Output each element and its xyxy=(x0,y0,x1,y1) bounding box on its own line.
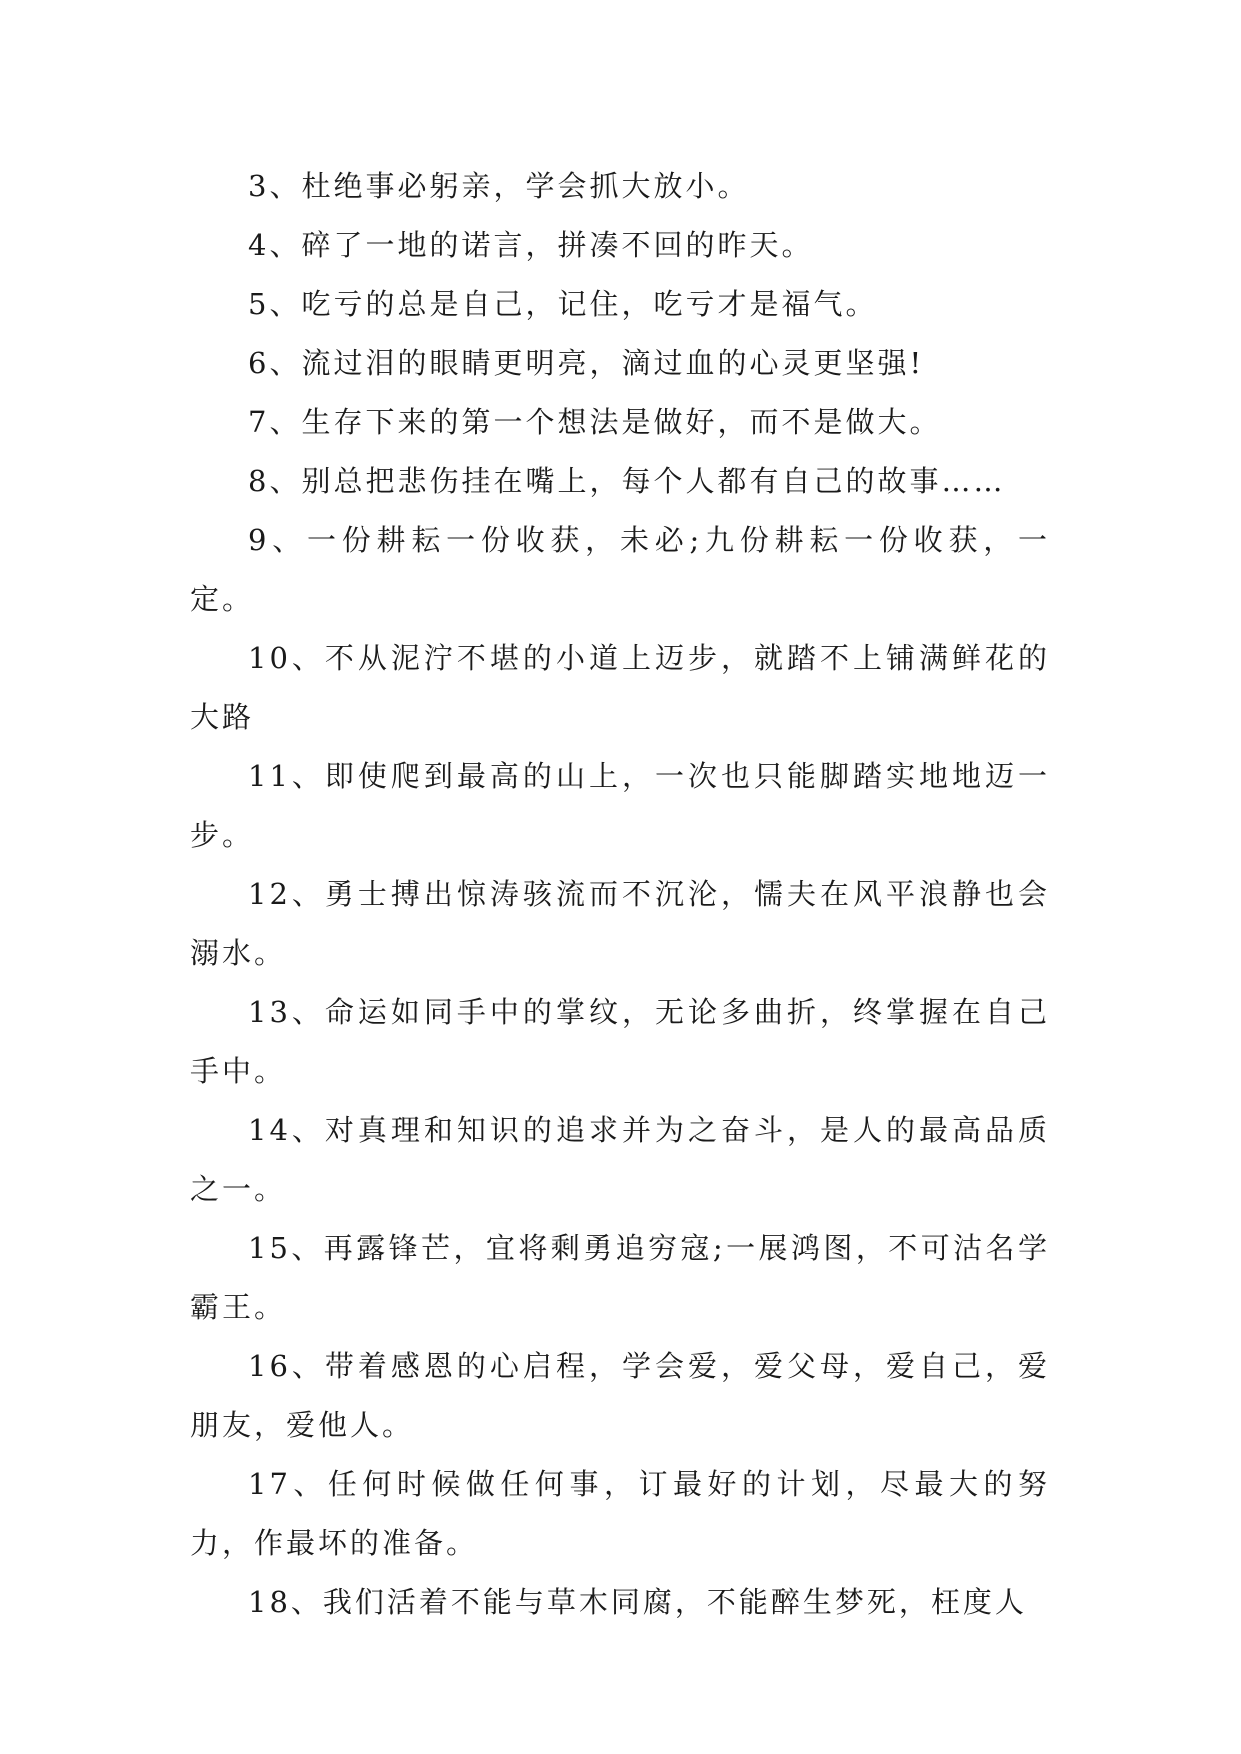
paragraph-item: 15、再露锋芒，宜将剩勇追穷寇;一展鸿图，不可沽名学霸王。 xyxy=(190,1231,1050,1324)
paragraph-item: 6、流过泪的眼睛更明亮，滴过血的心灵更坚强! xyxy=(248,346,925,380)
paragraph-item: 5、吃亏的总是自己，记住，吃亏才是福气。 xyxy=(248,287,878,321)
paragraph-item: 10、不从泥泞不堪的小道上迈步，就踏不上铺满鲜花的大路 xyxy=(190,641,1050,734)
paragraph-item: 7、生存下来的第一个想法是做好，而不是做大。 xyxy=(248,405,942,439)
paragraph-item: 18、我们活着不能与草木同腐，不能醉生梦死，枉度人 xyxy=(248,1585,1027,1619)
paragraph-item: 3、杜绝事必躬亲，学会抓大放小。 xyxy=(248,169,750,203)
paragraph-item: 13、命运如同手中的掌纹，无论多曲折，终掌握在自己手中。 xyxy=(190,995,1050,1088)
paragraph-item: 9、一份耕耘一份收获，未必;九份耕耘一份收获，一定。 xyxy=(190,523,1050,616)
paragraph-item: 17、任何时候做任何事，订最好的计划，尽最大的努力，作最坏的准备。 xyxy=(190,1467,1050,1560)
paragraph-item: 14、对真理和知识的追求并为之奋斗，是人的最高品质之一。 xyxy=(190,1113,1050,1206)
paragraph-item: 8、别总把悲伤挂在嘴上，每个人都有自己的故事…… xyxy=(248,464,1006,498)
paragraph-item: 12、勇士搏出惊涛骇流而不沉沦，懦夫在风平浪静也会溺水。 xyxy=(190,877,1050,970)
paragraph-item: 16、带着感恩的心启程，学会爱，爱父母，爱自己，爱朋友，爱他人。 xyxy=(190,1349,1050,1442)
paragraph-item: 4、碎了一地的诺言，拼凑不回的昨天。 xyxy=(248,228,814,262)
document-body xyxy=(190,157,1050,1632)
paragraph-item: 11、即使爬到最高的山上，一次也只能脚踏实地地迈一步。 xyxy=(190,759,1050,852)
